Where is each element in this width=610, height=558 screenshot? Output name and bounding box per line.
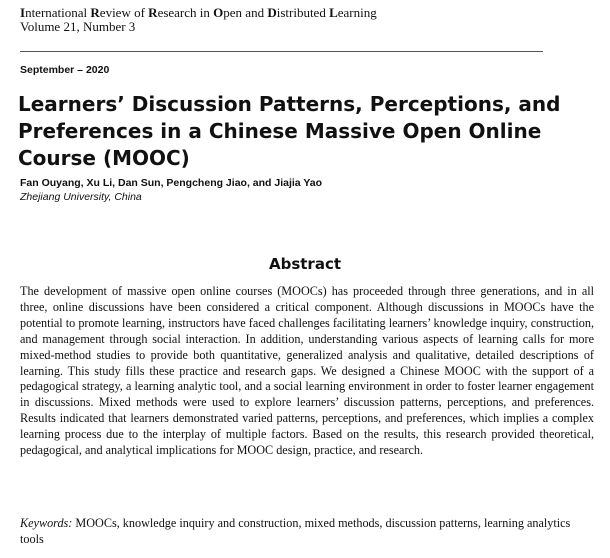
journal-name-initial: D — [267, 5, 277, 20]
journal-name — [20, 6, 377, 20]
journal-name-initial: R — [148, 5, 158, 20]
abstract-text: The development of massive open online courses (MOOCs) has proceeded through three generations, and in all three, online discussions have been considered a critical component. Although discussions in MOOCs have the potential to promote learning, instructors have faced challenges facilitating learners’ knowledge inquiry, construction, and management through social interaction. In addition, understanding various aspects of learning calls for more mixed-method studies to provide both quantitative, generalized analysis and qualitative, detailed descriptions of learning. This study fills these practice and research gaps. We designed a Chinese MOOC with the support of a pedagogical strategy, a learning analytic tool, and a social learning environment in order to foster learner engagement in discussions. Mixed methods were used to explore learners’ discussion patterns, perceptions, and preferences. Results indicated that learners demonstrated varied patterns, perceptions, and preferences, which implies a complex learning process due to the interplay of multiple factors. Based on the results, this research provided theoretical, pedagogical, and analytical implications for MOOC design, practice, and research. — [20, 284, 594, 458]
keywords-label: Keywords: — [20, 516, 73, 530]
abstract-heading: Abstract — [268, 255, 342, 273]
journal-name-segment: earning — [337, 5, 377, 20]
journal-name-segment: istributed — [276, 5, 330, 20]
header-divider — [20, 51, 543, 52]
journal-name-initial: O — [213, 5, 224, 20]
journal-name-segment: pen and — [223, 5, 268, 20]
publication-date: September – 2020 — [20, 64, 110, 76]
journal-name-segment: eview of — [99, 5, 149, 20]
paper-title: Learners’ Discussion Patterns, Perceptions, and Preferences in a Chinese Massive Open Online Course (MOOC) — [18, 92, 561, 170]
journal-volume: Volume 21, Number 3 — [20, 19, 136, 34]
keywords-text: MOOCs, knowledge inquiry and construction, mixed methods, discussion patterns, learning analytics tools — [20, 516, 571, 546]
author-list: Fan Ouyang, Xu Li, Dan Sun, Pengcheng Jiao, and Jiajia Yao — [20, 177, 323, 189]
keywords — [20, 516, 594, 548]
journal-name-segment: esearch in — [157, 5, 214, 20]
journal-name-initial: R — [90, 5, 100, 20]
journal-name-initial: I — [20, 5, 26, 20]
journal-header — [20, 6, 377, 34]
journal-name-segment: nternational — [25, 5, 91, 20]
author-affiliation: Zhejiang University, China — [20, 191, 142, 203]
journal-name-initial: L — [329, 5, 338, 20]
